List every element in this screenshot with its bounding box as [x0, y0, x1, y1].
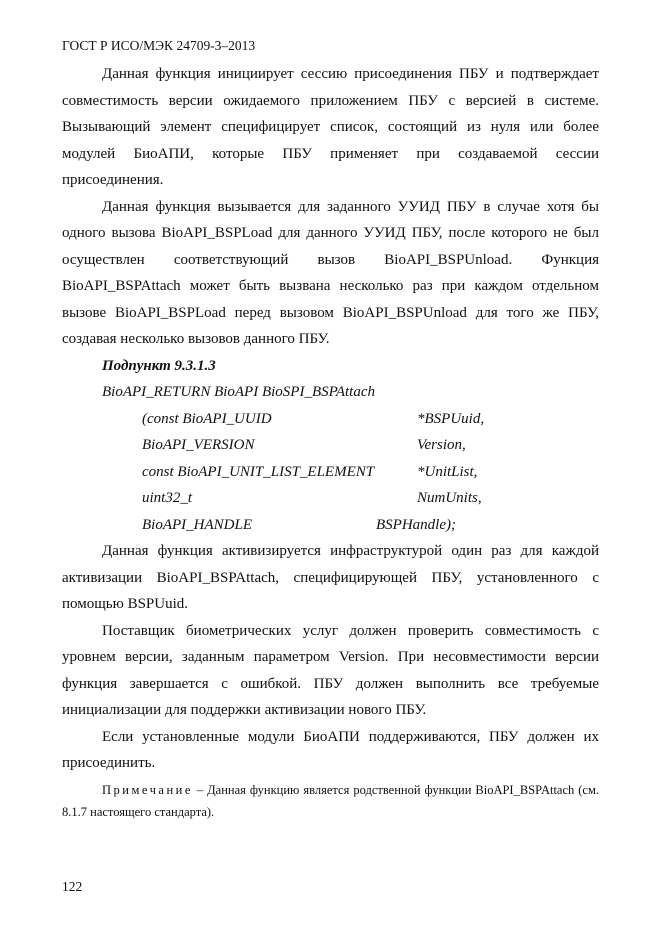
page-number: 122 [62, 879, 83, 894]
note-label: Примечание [102, 782, 193, 797]
param-name: Version, [417, 437, 466, 453]
param-row [62, 512, 599, 539]
paragraph-1: Данная функция инициирует сессию присоединения ПБУ и подтверждает совместимость версии ожидаемого приложением ПБУ с версией в системе. Вызывающий элемент специфицирует список, состоящий из нуля или более модулей БиоАПИ, которые ПБУ применяет при создаваемой сессии присоединения. [62, 66, 599, 188]
note [62, 779, 599, 823]
param-name: NumUnits, [417, 490, 482, 506]
param-name: BSPHandle); [376, 516, 456, 533]
note-text: – Данная функцию является родственной функции BioAPI_BSPAttach (см. 8.1.7 настоящего стандарта). [62, 782, 599, 819]
param-row [62, 432, 599, 459]
function-signature: BioAPI_RETURN BioAPI BioSPI_BSPAttach [102, 384, 376, 400]
param-type: const BioAPI_UNIT_LIST_ELEMENT [142, 463, 375, 480]
param-row [62, 485, 599, 512]
param-row [62, 459, 599, 486]
document-header: ГОСТ Р ИСО/МЭК 24709-3–2013 [62, 38, 256, 53]
paragraph-5: Если установленные модули БиоАПИ поддерживаются, ПБУ должен их присоединить. [62, 728, 599, 771]
param-type: uint32_t [142, 490, 193, 506]
param-type: BioAPI_VERSION [142, 437, 255, 453]
paragraph-2: Данная функция вызывается для заданного УУИД ПБУ в случае хотя бы одного вызова BioAPI_BSPLoad для данного УУИД ПБУ, после которого не был осуществлен соответствующий вызов BioAPI_BSPUnload. Функция BioAPI_BSPAttach может быть вызвана несколько раз при каждом отдельном вызове BioAPI_BSPLoad перед вызовом BioAPI_BSPUnload для того же ПБУ, создавая несколько вызовов данного ПБУ. [62, 198, 599, 347]
param-type: BioAPI_HANDLE [142, 516, 252, 533]
param-type: (const BioAPI_UUID [142, 410, 272, 427]
subsection-heading: Подпункт 9.3.1.3 [102, 357, 216, 374]
paragraph-4: Поставщик биометрических услуг должен проверить совместимость с уровнем версии, заданным параметром Version. При несовместимости версии функция завершается с ошибкой. ПБУ должен выполнить все требуемые инициализации для поддержки активизации нового ПБУ. [62, 622, 599, 718]
body-text [62, 61, 599, 823]
param-row [62, 406, 599, 433]
paragraph-3: Данная функция активизируется инфраструктурой один раз для каждой активизации BioAPI_BSPAttach, специфицирующей ПБУ, установленного с помощью BSPUuid. [62, 543, 599, 612]
param-name: *UnitList, [417, 463, 478, 480]
param-name: *BSPUuid, [417, 410, 485, 427]
